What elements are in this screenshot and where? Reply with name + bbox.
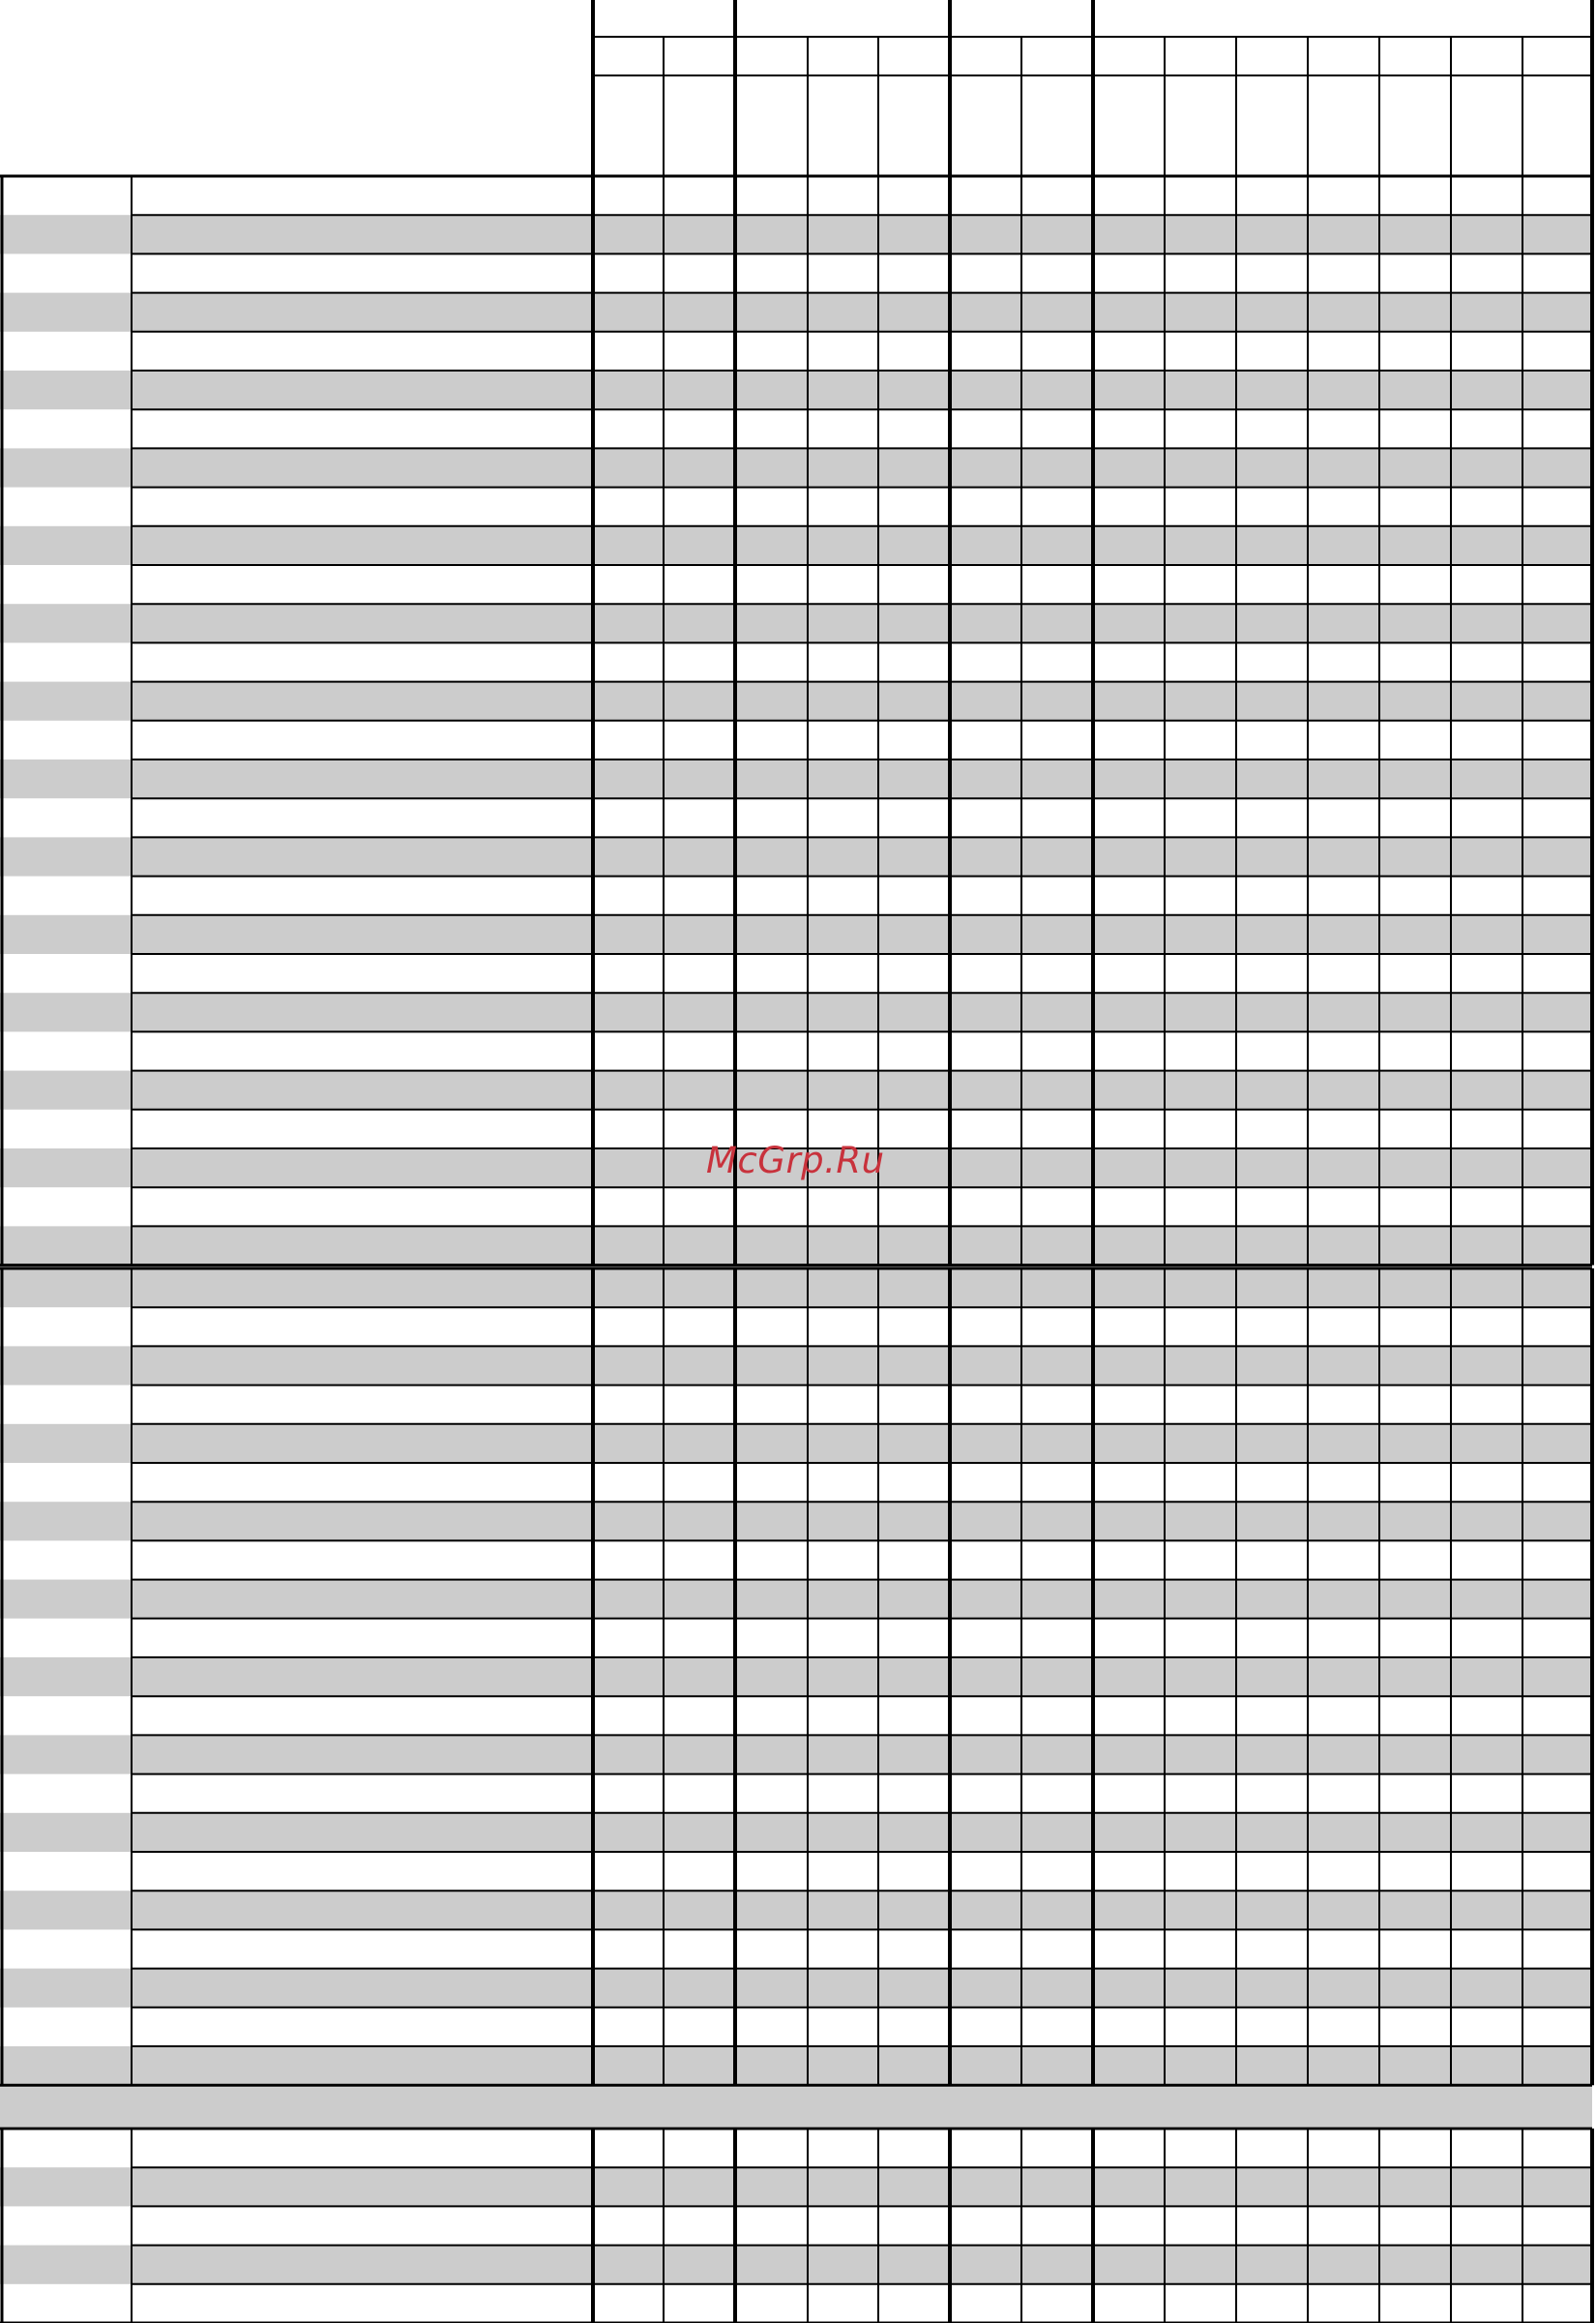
table-row-shade <box>0 526 132 565</box>
table-row-shade <box>132 1735 593 1773</box>
table-row-shade <box>132 682 593 721</box>
table-row-shade <box>0 1969 132 2008</box>
table-row-shade <box>132 915 593 954</box>
table-row-shade <box>0 2167 132 2206</box>
table-row-shade <box>132 1657 593 1696</box>
table-row-shade <box>0 915 132 954</box>
table-row-shade <box>0 1071 132 1110</box>
table-row-shade <box>132 1226 593 1265</box>
table-row-shade <box>132 1148 593 1187</box>
table-row-shade <box>0 1424 132 1463</box>
table-row-shade <box>132 1268 593 1307</box>
table-row-shade <box>0 604 132 642</box>
table-row-shade <box>132 2046 593 2085</box>
table-row-shade <box>0 837 132 876</box>
separator-row <box>0 2087 1592 2127</box>
table-row-shade <box>132 604 593 642</box>
table-row-shade <box>0 1813 132 1852</box>
table-row-shade <box>132 526 593 565</box>
table-row-shade <box>0 293 132 332</box>
table-row-shade <box>0 682 132 721</box>
table-row-shade <box>0 1580 132 1619</box>
table-row-shade <box>132 1071 593 1110</box>
table-row-shade <box>0 1657 132 1696</box>
watermark: McGrp.Ru <box>706 1140 885 1181</box>
table-row-shade <box>132 1502 593 1540</box>
table-row-shade <box>0 448 132 487</box>
table-row-shade <box>0 1735 132 1773</box>
table-row-shade <box>0 1891 132 1929</box>
table-row-shade <box>132 293 593 332</box>
table-row-shade <box>0 1268 132 1307</box>
table-row-shade <box>0 1346 132 1385</box>
table-row-shade <box>132 1580 593 1619</box>
table-row-shade <box>132 448 593 487</box>
table-row-shade <box>132 1424 593 1463</box>
table-row-shade <box>132 1891 593 1929</box>
table-row-shade <box>132 759 593 798</box>
table-row-shade <box>132 1346 593 1385</box>
table-row-shade <box>0 2246 132 2284</box>
table-row-shade <box>132 2167 593 2206</box>
table-row-shade <box>132 2246 593 2284</box>
table-row-shade <box>0 2046 132 2085</box>
table-row-shade <box>132 993 593 1031</box>
table-row-shade <box>132 1969 593 2008</box>
table-row-shade <box>0 1502 132 1540</box>
table-row-shade <box>0 993 132 1031</box>
table-row-shade <box>0 215 132 253</box>
table-row-shade <box>0 1226 132 1265</box>
table-row-shade <box>132 837 593 876</box>
table-row-shade <box>0 1148 132 1187</box>
table-row-shade <box>0 371 132 409</box>
table-row-shade <box>132 1813 593 1852</box>
table-row-shade <box>132 215 593 253</box>
table-row-shade <box>132 371 593 409</box>
table-row-shade <box>0 759 132 798</box>
